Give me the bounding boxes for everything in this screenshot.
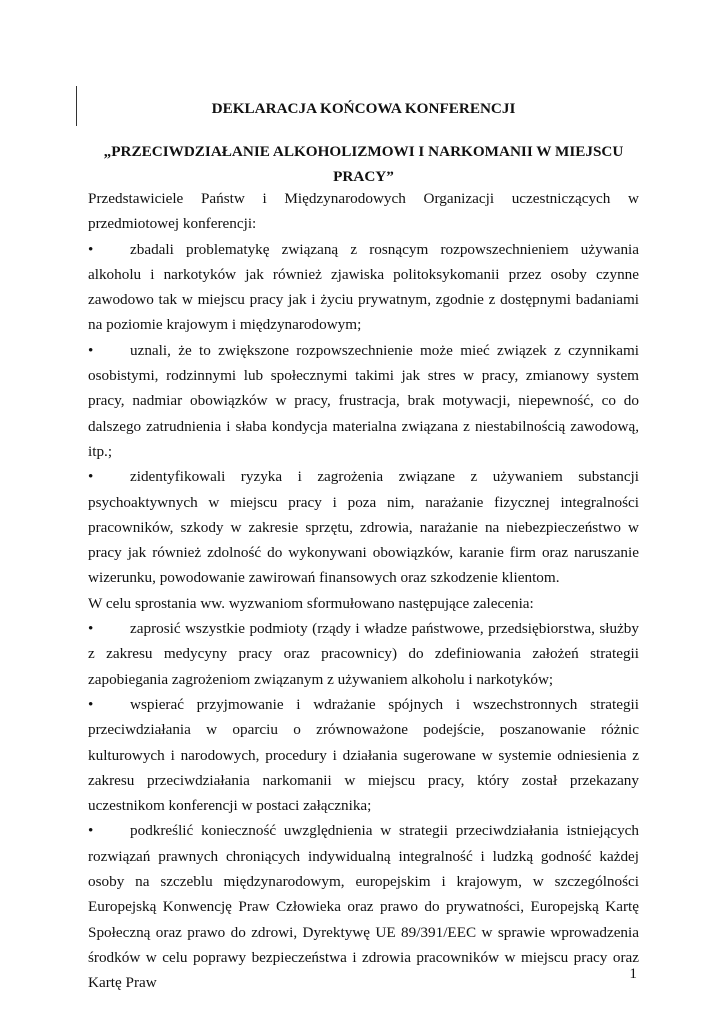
document-title: DEKLARACJA KOŃCOWA KONFERENCJI (211, 100, 516, 117)
finding-text: zidentyfikowali ryzyka i zagrożenia związane z używaniem substancji psychoaktywnych w miejscu pracy i poza nim, narażanie fizycznej integralności pracowników, szkody w zakresie sprzętu, zdrowia, narażanie na niebezpieczeństwo w pracy jak również zdolność do wykonywani obowiązków, karanie firm oraz naruszanie wizerunku, powodowanie zawirowań finansowych oraz szkodzenie klientom. (88, 468, 639, 587)
recommendations-intro: W celu sprostania ww. wyzwaniom sformułowano następujące zalecenia: (88, 594, 534, 612)
bullet-icon: • (88, 240, 94, 258)
bullet-icon: • (88, 822, 94, 840)
bullet-icon: • (88, 468, 94, 486)
recommendation-item (88, 692, 639, 818)
recommendation-item (88, 616, 639, 692)
bullet-icon: • (88, 695, 94, 713)
finding-text: uznali, że to zwiększone rozpowszechnienie może mieć związek z czynnikami osobistymi, rodzinnymi lub społecznymi takimi jak stres w pracy, zmianowy system pracy, nadmiar obowiązków w pracy, frustracja, brak motywacji, niepewność, co do dalszego zatrudnienia i słaba kondycja materialna związana z niestabilnością zawodową, itp.; (88, 341, 639, 460)
bullet-icon: • (88, 620, 94, 638)
recommendation-text: podkreślić konieczność uwzględnienia w strategii przeciwdziałania istniejących rozwiązań prawnych chroniących indywidualną integralność i ludzką godność każdej osoby na szczeblu międzynarodowym, europejskim i krajowym, w szczególności Europejską Konwencję Praw Człowieka oraz prawo do prywatności, Europejską Kartę Społeczną oraz prawo do zdrowi, Dyrektywę UE 89/391/EEC w sprawie wprowadzenia środków w celu poprawy bezpieczeństwa i zdrowia pracowników w miejscu pracy oraz Kartę Praw (88, 822, 639, 992)
intro-paragraph: Przedstawiciele Państw i Międzynarodowych Organizacji uczestniczących w przedmiotowej konferencji: (88, 190, 639, 233)
bullet-icon: • (88, 341, 94, 359)
document-body (88, 186, 639, 996)
finding-item (88, 237, 639, 338)
margin-line (76, 86, 77, 126)
finding-item (88, 464, 639, 590)
finding-text: zbadali problematykę związaną z rosnącym rozpowszechnieniem używania alkoholu i narkotyków jak również zjawiska politoksykomanii przez osoby czynne zawodowo tak w miejscu pracy jak i życiu prywatnym, zgodnie z dostępnymi badaniami na poziomie krajowym i międzynarodowym; (88, 240, 639, 334)
recommendation-text: zaprosić wszystkie podmioty (rządy i władze państwowe, przedsiębiorstwa, służby z zakresu medycyny pracy oraz pracownicy) do zdefiniowania założeń strategii zapobiegania zagrożeniom związanym z używaniem alkoholu i narkotyków; (88, 620, 639, 688)
recommendation-text: wspierać przyjmowanie i wdrażanie spójnych i wszechstronnych strategii przeciwdziałania w oparciu o zrównoważone podejście, poszanowanie różnic kulturowych i narodowych, procedury i działania sugerowane w systemie odniesienia z zakresu przeciwdziałania narkomanii w miejscu pracy, który został przekazany uczestnikom konferencji w postaci załącznika; (88, 695, 639, 815)
finding-item (88, 338, 639, 464)
recommendation-item (88, 818, 639, 995)
document-subtitle: „PRZECIWDZIAŁANIE ALKOHOLIZMOWI I NARKOMANII W MIEJSCU PRACY” (103, 143, 624, 185)
page-number: 1 (629, 965, 637, 982)
